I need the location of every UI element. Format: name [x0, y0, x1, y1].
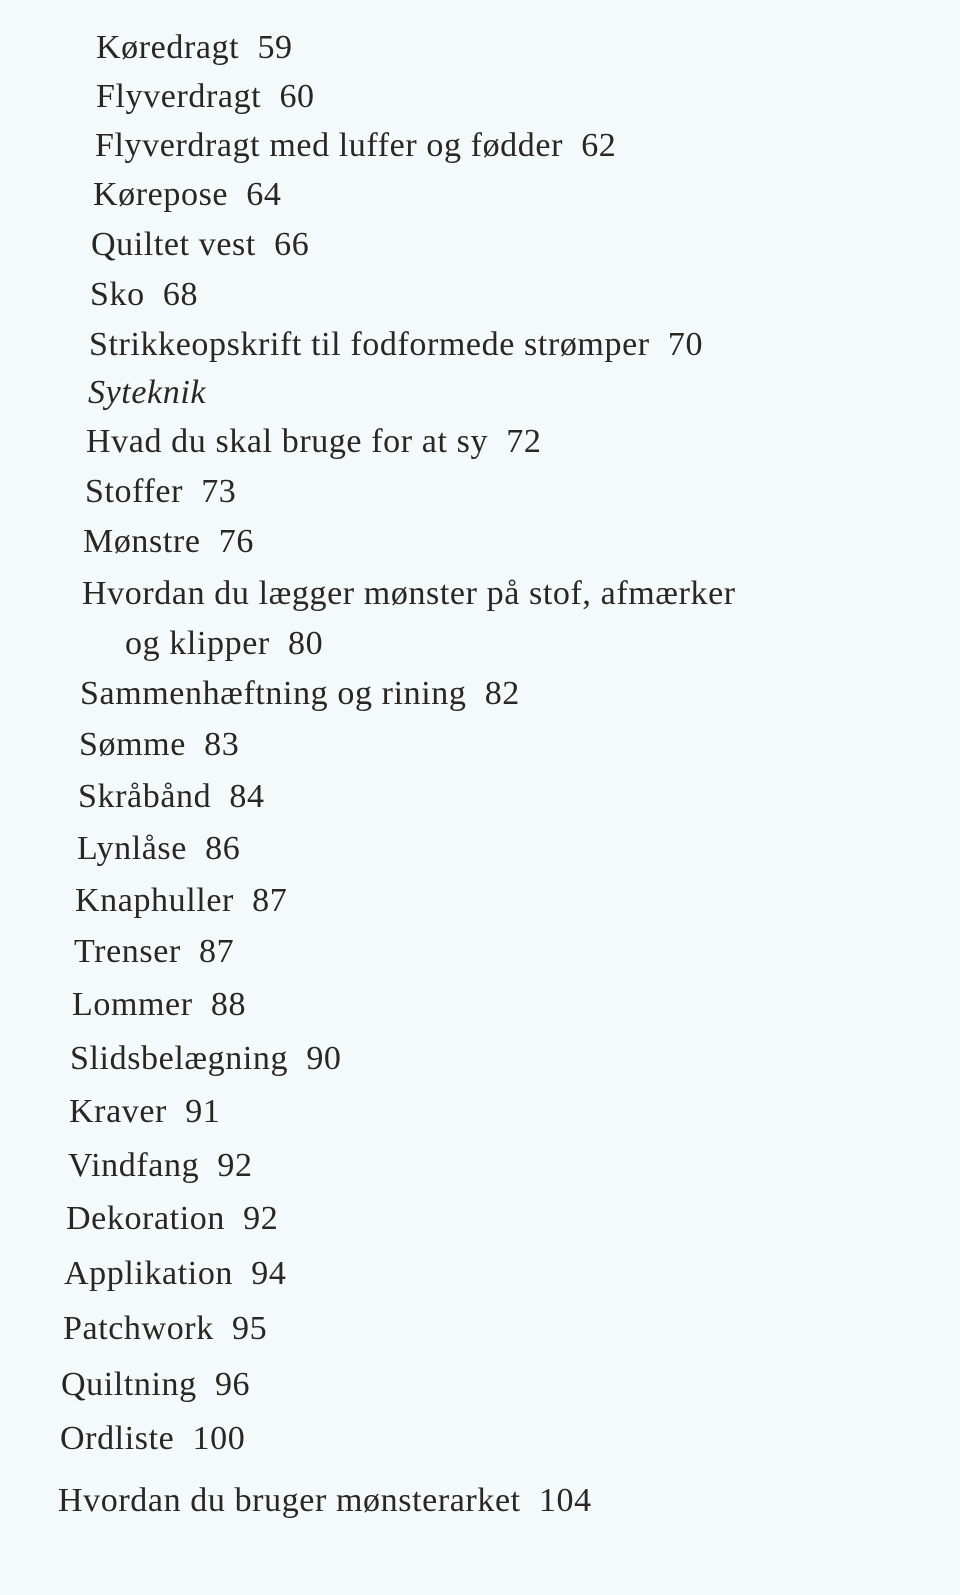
toc-entry: [91, 225, 309, 265]
toc-entry-page: 94: [251, 1255, 287, 1292]
toc-entry: [64, 1254, 286, 1294]
toc-entry-title: Sko: [90, 276, 145, 313]
toc-entry-page: 83: [204, 726, 240, 763]
toc-section-title: Syteknik: [88, 374, 207, 411]
toc-entry: [80, 674, 520, 714]
toc-entry-title: Kørepose: [93, 176, 229, 213]
toc-entry: [74, 932, 234, 972]
toc-entry: [75, 881, 287, 921]
toc-entry: [93, 175, 282, 215]
toc-entry-page: 64: [246, 176, 282, 213]
toc-entry: [96, 28, 293, 68]
toc-entry: [61, 1365, 250, 1405]
toc-entry-title: Stoffer: [85, 473, 183, 510]
toc-entry-page: 100: [192, 1420, 246, 1457]
toc-entry-page: 87: [252, 882, 288, 919]
toc-entry: [69, 1092, 220, 1132]
toc-entry-title: Sømme: [79, 726, 186, 763]
toc-entry-title: Ordliste: [60, 1420, 175, 1457]
toc-entry: [58, 1481, 592, 1521]
toc-entry-title: Dekoration: [66, 1200, 225, 1237]
toc-entry-title: Patchwork: [63, 1310, 214, 1347]
toc-entry-page: 62: [581, 127, 617, 164]
toc-entry-title: Vindfang: [68, 1147, 200, 1184]
toc-entry-page: 90: [306, 1040, 342, 1077]
toc-entry: [77, 829, 240, 869]
toc-entry-title: Strikkeopskrift til fodformede strømper: [89, 326, 650, 363]
toc-entry-page: 66: [274, 226, 310, 263]
toc-entry-page: 87: [199, 933, 235, 970]
toc-entry-page: 70: [667, 326, 704, 363]
toc-entry-continuation: [125, 624, 323, 664]
toc-entry-title: Mønstre: [83, 523, 201, 560]
toc-entry: [72, 985, 246, 1025]
toc-entry-page: 88: [210, 986, 247, 1023]
toc-entry-title: og klipper: [125, 625, 270, 662]
toc-entry-title: Hvad du skal bruge for at sy: [86, 423, 489, 460]
toc-entry: [82, 574, 754, 614]
toc-entry: [95, 126, 616, 166]
toc-entry-title: Hvordan du lægger mønster på stof, afmærker: [82, 575, 736, 612]
toc-entry: [60, 1419, 245, 1459]
toc-entry-page: 80: [288, 625, 324, 662]
toc-entry-title: Lynlåse: [77, 830, 187, 867]
toc-entry-title: Applikation: [64, 1255, 234, 1292]
toc-entry-title: Quiltet vest: [91, 226, 256, 263]
toc-entry-title: Lommer: [72, 986, 193, 1023]
toc-entry-page: 84: [229, 778, 265, 815]
toc-entry-page: 68: [162, 276, 199, 313]
toc-entry: [78, 777, 265, 817]
toc-entry-page: 92: [243, 1200, 279, 1237]
toc-entry: [86, 422, 541, 462]
toc-entry: [70, 1039, 342, 1079]
toc-entry: [66, 1199, 278, 1239]
toc-entry-title: Knaphuller: [75, 882, 234, 919]
toc-entry-page: 73: [201, 473, 237, 510]
toc-entry-page: 91: [185, 1093, 221, 1130]
toc-entry-title: Trenser: [74, 933, 181, 970]
toc-entry-page: 86: [205, 830, 241, 867]
toc-entry-page: 92: [217, 1147, 253, 1184]
toc-entry: [96, 77, 315, 117]
toc-entry: [79, 725, 239, 765]
toc-entry-page: 76: [218, 523, 254, 560]
toc-entry-page: 72: [506, 423, 542, 460]
toc-entry-title: Quiltning: [61, 1366, 197, 1403]
toc-entry-title: Sammenhæftning og rining: [80, 675, 467, 712]
toc-entry-title: Køredragt: [96, 29, 240, 66]
toc-entry-title: Slidsbelægning: [70, 1040, 289, 1077]
toc-entry-page: 96: [214, 1366, 251, 1403]
toc-entry-page: 95: [232, 1310, 268, 1347]
toc-entry: [63, 1309, 267, 1349]
toc-entry-title: Flyverdragt: [96, 78, 262, 115]
toc-entry: [68, 1146, 253, 1186]
toc-entry-title: Skråbånd: [78, 778, 212, 815]
toc-entry-page: 60: [279, 78, 315, 115]
toc-entry-page: 59: [257, 29, 293, 66]
toc-entry: [83, 522, 254, 562]
toc-entry-title: Hvordan du bruger mønsterarket: [58, 1482, 521, 1519]
toc-entry-title: Kraver: [69, 1093, 167, 1130]
toc-entry: [89, 325, 703, 365]
toc-section-heading: [88, 373, 206, 413]
toc-entry-title: Flyverdragt med luffer og fødder: [95, 127, 563, 164]
toc-entry: [90, 275, 198, 315]
toc-entry-page: 82: [484, 675, 520, 712]
toc-entry: [85, 472, 236, 512]
toc-entry-page: 104: [538, 1482, 592, 1519]
